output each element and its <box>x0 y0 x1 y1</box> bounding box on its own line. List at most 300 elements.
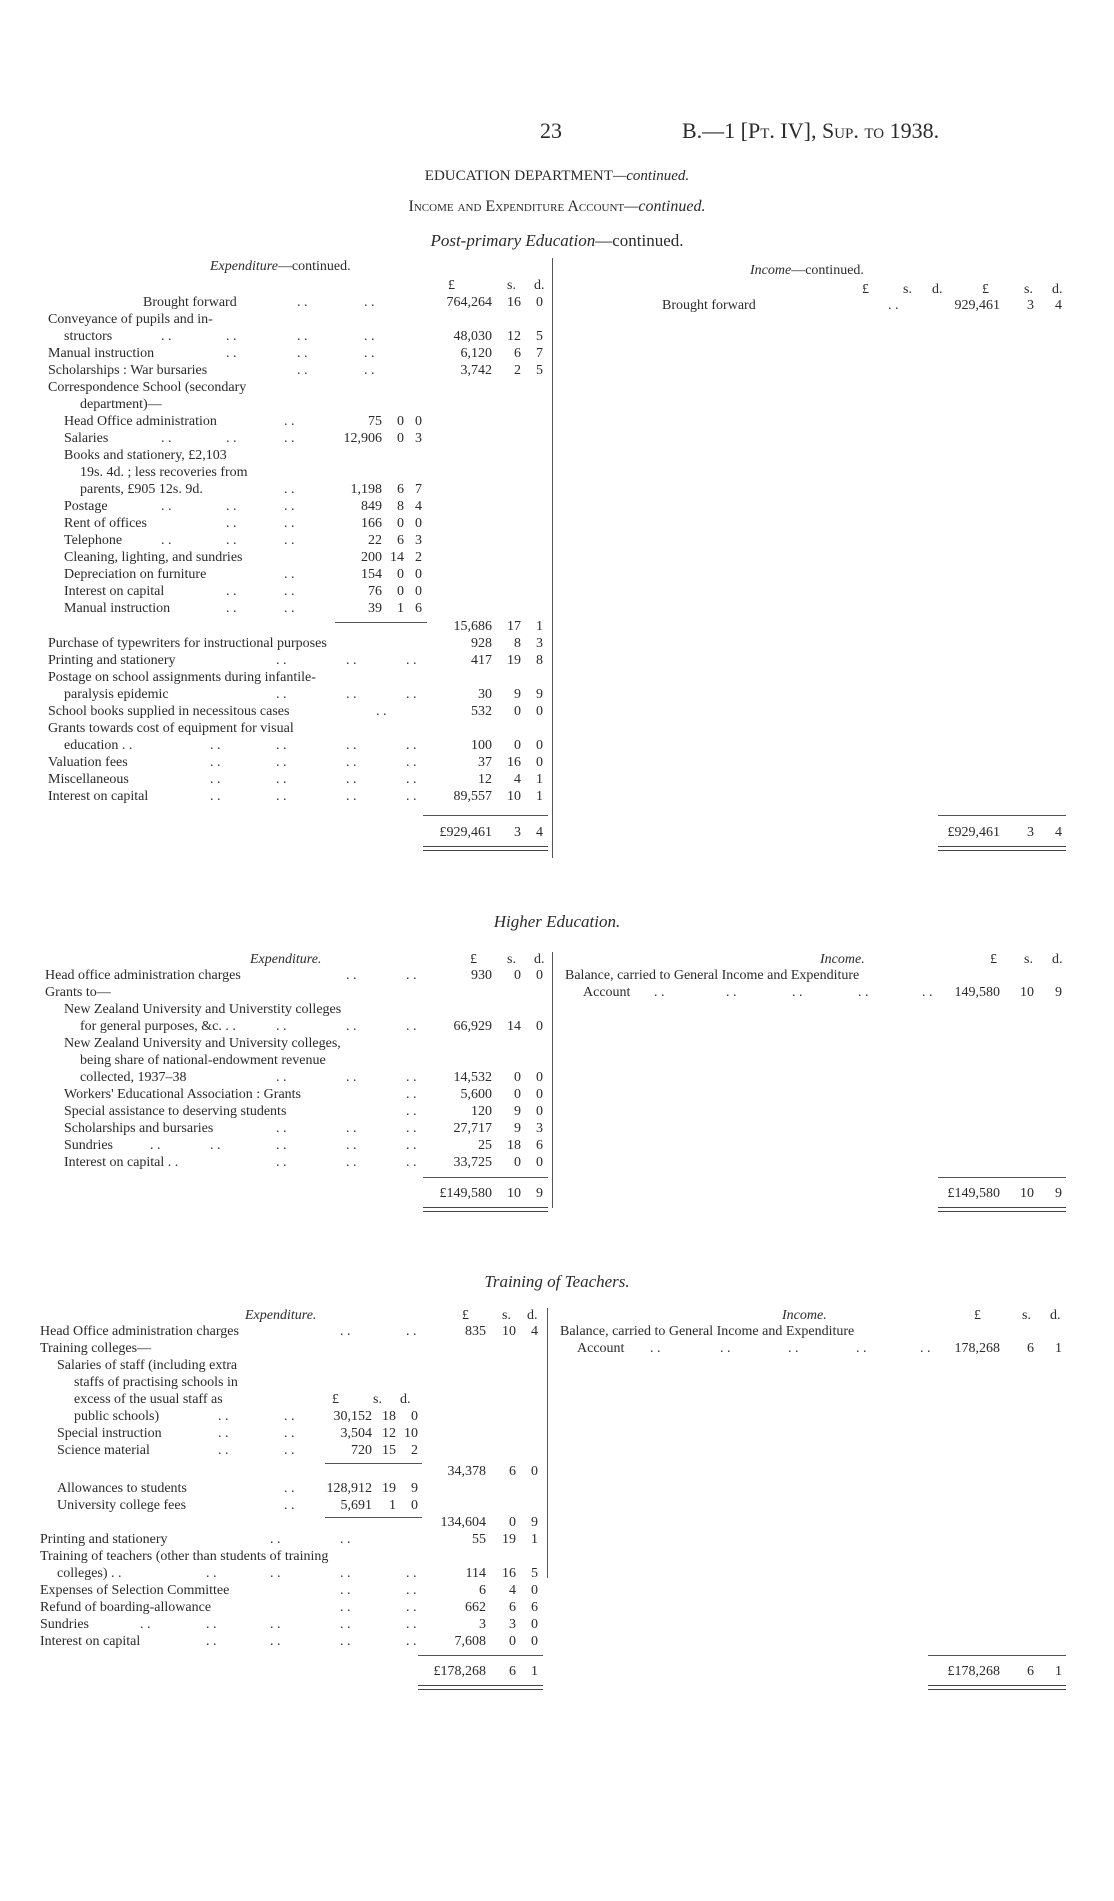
total-double-rule <box>418 1685 543 1690</box>
training-inc-balance: Balance, carried to General Income and Expenditure <box>560 1324 855 1339</box>
higher-scholarships: Scholarships and bursaries <box>64 1121 214 1136</box>
pp-interest-capital: Interest on capital <box>48 789 149 804</box>
amount-pounds: 66,929 <box>453 1019 492 1034</box>
amount-pence: 0 <box>536 738 543 753</box>
amount-shillings: 16 <box>502 1566 516 1581</box>
subtotal-rule <box>325 1517 422 1518</box>
amount-pounds: 15,686 <box>453 619 492 634</box>
total-rule <box>423 815 548 816</box>
amount-pounds: 114 <box>465 1566 486 1581</box>
amount-shillings: 2 <box>514 363 521 378</box>
department-heading <box>0 168 1114 185</box>
leader: . . <box>276 1019 287 1034</box>
pp-inc-total-shillings: 3 <box>1027 825 1034 840</box>
pp-depreciation: Depreciation on furniture <box>64 567 207 582</box>
leader: . . <box>276 789 287 804</box>
higher-inc-total-pounds: £149,580 <box>947 1186 1000 1201</box>
higher-inc-total-shillings: 10 <box>1020 1186 1034 1201</box>
amount-shillings: 15 <box>382 1443 396 1458</box>
amount-pence: 0 <box>531 1617 538 1632</box>
leader: . . <box>340 1617 351 1632</box>
training-sub-col-s: s. <box>373 1392 382 1407</box>
training-divider <box>547 1308 548 1578</box>
amount-shillings: 8 <box>514 636 521 651</box>
amount-pence: 4 <box>1055 298 1062 313</box>
leader: . . <box>346 755 357 770</box>
leader: . . <box>726 985 737 1000</box>
pp-col-pound: £ <box>448 278 455 293</box>
pp-total-shillings: 3 <box>514 825 521 840</box>
leader: . . <box>406 1617 417 1632</box>
amount-shillings: 4 <box>509 1583 516 1598</box>
subtotal-rule <box>325 1463 422 1464</box>
amount-shillings: 1 <box>389 1498 396 1513</box>
leader: . . <box>406 1324 417 1339</box>
leader: . . <box>284 499 295 514</box>
leader: . . <box>276 1155 287 1170</box>
leader: . . <box>406 1634 417 1649</box>
amount-shillings: 0 <box>509 1634 516 1649</box>
higher-nzu-endowment-cont-2: collected, 1937–38 <box>80 1070 187 1085</box>
amount-pence: 5 <box>536 363 543 378</box>
pp-inc-total-pence: 4 <box>1055 825 1062 840</box>
leader: . . <box>654 985 665 1000</box>
amount-shillings: 6 <box>509 1600 516 1615</box>
leader: . . <box>364 363 375 378</box>
amount-pounds: 662 <box>465 1600 486 1615</box>
amount-shillings: 0 <box>397 584 404 599</box>
pp-cleaning: Cleaning, lighting, and sundries <box>64 550 243 565</box>
training-inc-col-d: d. <box>1050 1308 1061 1323</box>
pp-correspondence-school: Correspondence School (secondary <box>48 380 247 395</box>
leader: . . <box>297 346 308 361</box>
inc-total-rule <box>928 1655 1066 1656</box>
leader: . . <box>346 1155 357 1170</box>
amount-pounds: 128,912 <box>326 1481 372 1496</box>
amount-pounds: 34,378 <box>447 1464 486 1479</box>
leader: . . <box>346 1121 357 1136</box>
series-reference: B.—1 [Pt. IV], Sup. to 1938. <box>682 118 940 143</box>
pp-telephone: Telephone <box>64 533 123 548</box>
training-inc-total-pounds: £178,268 <box>947 1664 1000 1679</box>
leader: . . <box>406 1566 417 1581</box>
amount-shillings: 0 <box>514 968 521 983</box>
training-sundries: Sundries <box>40 1617 89 1632</box>
leader: . . <box>161 499 172 514</box>
amount-pence: 5 <box>531 1566 538 1581</box>
amount-pence: 0 <box>415 584 422 599</box>
amount-pounds: 532 <box>471 704 492 719</box>
pp-col-d: d. <box>534 278 545 293</box>
leader: . . <box>922 985 933 1000</box>
training-total-pounds: £178,268 <box>433 1664 486 1679</box>
amount-shillings: 18 <box>382 1409 396 1424</box>
pp-inc-col-d-2: d. <box>1052 282 1063 297</box>
amount-pence: 0 <box>415 567 422 582</box>
amount-shillings: 0 <box>397 516 404 531</box>
leader: . . <box>364 329 375 344</box>
amount-shillings: 9 <box>514 1104 521 1119</box>
amount-pence: 7 <box>536 346 543 361</box>
leader: . . <box>297 363 308 378</box>
leader: . . <box>284 1443 295 1458</box>
amount-pounds: 76 <box>368 584 382 599</box>
higher-inc-balance: Balance, carried to General Income and Expenditure <box>565 968 860 983</box>
amount-pence: 0 <box>531 1464 538 1479</box>
training-total-shillings: 6 <box>509 1664 516 1679</box>
subtotal-rule <box>335 622 427 623</box>
higher-nzu-general: New Zealand University and Universtity colleges <box>64 1002 342 1017</box>
amount-shillings: 3 <box>509 1617 516 1632</box>
amount-shillings: 16 <box>507 755 521 770</box>
amount-shillings: 0 <box>397 431 404 446</box>
amount-pence: 0 <box>411 1409 418 1424</box>
leader: . . <box>340 1566 351 1581</box>
amount-pence: 7 <box>415 482 422 497</box>
amount-shillings: 16 <box>507 295 521 310</box>
amount-pounds: 154 <box>361 567 382 582</box>
amount-shillings: 12 <box>382 1426 396 1441</box>
amount-pounds: 134,604 <box>440 1515 486 1530</box>
training-col-s: s. <box>502 1308 511 1323</box>
training-sub-col-pound: £ <box>332 1392 339 1407</box>
pp-inc-total-pounds: £929,461 <box>947 825 1000 840</box>
amount-shillings: 14 <box>390 550 404 565</box>
pp-inc-brought-forward: Brought forward <box>662 298 756 313</box>
amount-pence: 0 <box>536 755 543 770</box>
amount-pounds: 3,504 <box>340 1426 372 1441</box>
leader: . . <box>226 516 237 531</box>
leader: . . <box>270 1566 281 1581</box>
leader: . . <box>226 584 237 599</box>
leader: . . <box>276 772 287 787</box>
leader: . . <box>140 1617 151 1632</box>
higher-grants-to: Grants to— <box>45 985 111 1000</box>
amount-pounds: 55 <box>472 1532 486 1547</box>
leader: . . <box>920 1341 931 1356</box>
account-continued: —continued. <box>624 198 706 215</box>
amount-pence: 0 <box>536 1087 543 1102</box>
leader: . . <box>218 1443 229 1458</box>
leader: . . <box>406 1138 417 1153</box>
pp-scholarships: Scholarships : War bursaries <box>48 363 208 378</box>
leader: . . <box>284 482 295 497</box>
leader: . . <box>284 567 295 582</box>
leader: . . <box>650 1341 661 1356</box>
amount-pounds: 835 <box>465 1324 486 1339</box>
total-double-rule <box>423 1207 548 1212</box>
amount-pence: 6 <box>415 601 422 616</box>
amount-pounds: 100 <box>471 738 492 753</box>
higher-col-d: d. <box>534 952 545 967</box>
amount-pounds: 14,532 <box>453 1070 492 1085</box>
amount-pounds: 930 <box>471 968 492 983</box>
amount-pounds: 928 <box>471 636 492 651</box>
leader: . . <box>888 298 899 313</box>
pp-conveyance-cont: structors <box>64 329 113 344</box>
leader: . . <box>276 755 287 770</box>
amount-pounds: 12,906 <box>343 431 382 446</box>
leader: . . <box>226 431 237 446</box>
amount-shillings: 10 <box>1020 985 1034 1000</box>
pp-typewriters: Purchase of typewriters for instructional purposes <box>48 636 327 651</box>
training-inc-col-pound: £ <box>974 1308 981 1323</box>
leader: . . <box>792 985 803 1000</box>
pp-grants-visual-cont: education . . <box>64 738 133 753</box>
leader: . . <box>406 968 417 983</box>
amount-pounds: 149,580 <box>954 985 1000 1000</box>
department-name: EDUCATION DEPARTMENT <box>424 168 613 184</box>
higher-divider <box>552 952 553 1208</box>
amount-pence: 0 <box>536 1155 543 1170</box>
amount-pence: 1 <box>536 619 543 634</box>
pp-col-s: s. <box>507 278 516 293</box>
training-special-instruction: Special instruction <box>57 1426 162 1441</box>
training-sub-col-d: d. <box>400 1392 411 1407</box>
amount-pence: 2 <box>415 550 422 565</box>
leader: . . <box>858 985 869 1000</box>
amount-pence: 0 <box>531 1634 538 1649</box>
amount-pounds: 3,742 <box>460 363 492 378</box>
pp-books-cont: 19s. 4d. ; less recoveries from <box>80 465 248 480</box>
leader: . . <box>406 1104 417 1119</box>
leader: . . <box>406 687 417 702</box>
leader: . . <box>340 1532 351 1547</box>
higher-col-s: s. <box>507 952 516 967</box>
amount-pounds: 417 <box>471 653 492 668</box>
amount-shillings: 0 <box>514 1155 521 1170</box>
pp-miscellaneous: Miscellaneous <box>48 772 129 787</box>
total-rule <box>418 1655 543 1656</box>
leader: . . <box>276 738 287 753</box>
amount-pence: 0 <box>536 1019 543 1034</box>
training-inc-total-shillings: 6 <box>1027 1664 1034 1679</box>
amount-shillings: 0 <box>514 1070 521 1085</box>
inc-total-rule <box>938 815 1066 816</box>
amount-pence: 10 <box>404 1426 418 1441</box>
amount-pounds: 39 <box>368 601 382 616</box>
training-selection-committee: Expenses of Selection Committee <box>40 1583 230 1598</box>
training-colleges: Training colleges— <box>40 1341 152 1356</box>
department-continued: —continued. <box>612 168 690 184</box>
amount-shillings: 6 <box>509 1464 516 1479</box>
amount-shillings: 18 <box>507 1138 521 1153</box>
pp-rent: Rent of offices <box>64 516 147 531</box>
amount-shillings: 9 <box>514 1121 521 1136</box>
leader: . . <box>406 1155 417 1170</box>
amount-shillings: 0 <box>514 1087 521 1102</box>
amount-pence: 0 <box>536 295 543 310</box>
training-other-teachers: Training of teachers (other than students of training <box>40 1549 329 1564</box>
account-name: Income and Expenditure Account <box>408 198 625 215</box>
leader: . . <box>150 1138 161 1153</box>
amount-pence: 0 <box>536 704 543 719</box>
pp-postage: Postage <box>64 499 108 514</box>
amount-pence: 4 <box>415 499 422 514</box>
amount-pence: 0 <box>415 516 422 531</box>
amount-shillings: 9 <box>514 687 521 702</box>
leader: . . <box>340 1583 351 1598</box>
amount-shillings: 19 <box>502 1532 516 1547</box>
amount-pounds: 120 <box>471 1104 492 1119</box>
leader: . . <box>270 1617 281 1632</box>
training-total-pence: 1 <box>531 1664 538 1679</box>
leader: . . <box>346 1019 357 1034</box>
inc-total-double-rule <box>938 846 1066 851</box>
training-allowances: Allowances to students <box>57 1481 187 1496</box>
training-col-pound: £ <box>462 1308 469 1323</box>
amount-pence: 2 <box>411 1443 418 1458</box>
amount-pounds: 1,198 <box>350 482 382 497</box>
training-inc-col-s: s. <box>1022 1308 1031 1323</box>
leader: . . <box>210 1138 221 1153</box>
amount-shillings: 12 <box>507 329 521 344</box>
leader: . . <box>284 601 295 616</box>
amount-pence: 3 <box>415 533 422 548</box>
amount-shillings: 0 <box>514 704 521 719</box>
amount-pounds: 200 <box>361 550 382 565</box>
training-salaries-cont-3: public schools) <box>74 1409 160 1424</box>
total-double-rule <box>423 846 548 851</box>
leader: . . <box>276 687 287 702</box>
pp-books: Books and stationery, £2,103 <box>64 448 227 463</box>
amount-shillings: 17 <box>507 619 521 634</box>
amount-shillings: 0 <box>514 738 521 753</box>
amount-shillings: 14 <box>507 1019 521 1034</box>
inc-total-double-rule <box>928 1685 1066 1690</box>
higher-inc-total-pence: 9 <box>1055 1186 1062 1201</box>
leader: . . <box>406 653 417 668</box>
amount-pounds: 12 <box>478 772 492 787</box>
amount-pounds: 33,725 <box>453 1155 492 1170</box>
amount-pence: 1 <box>531 1532 538 1547</box>
leader: . . <box>406 1019 417 1034</box>
leader: . . <box>226 533 237 548</box>
leader: . . <box>856 1341 867 1356</box>
leader: . . <box>226 346 237 361</box>
training-interest-capital: Interest on capital <box>40 1634 141 1649</box>
leader: . . <box>276 1121 287 1136</box>
pp-correspondence-school-cont: department)— <box>80 397 162 412</box>
leader: . . <box>346 687 357 702</box>
leader: . . <box>284 1481 295 1496</box>
higher-nzu-general-cont: for general purposes, &c. . . <box>80 1019 236 1034</box>
amount-shillings: 10 <box>502 1324 516 1339</box>
training-printing: Printing and stationery <box>40 1532 168 1547</box>
amount-pence: 9 <box>536 687 543 702</box>
amount-shillings: 6 <box>397 533 404 548</box>
leader: . . <box>206 1617 217 1632</box>
amount-pounds: 720 <box>351 1443 372 1458</box>
leader: . . <box>406 1121 417 1136</box>
amount-pounds: 5,600 <box>460 1087 492 1102</box>
amount-shillings: 1 <box>397 601 404 616</box>
pp-inc-col-s: s. <box>903 282 912 297</box>
leader: . . <box>406 755 417 770</box>
amount-pence: 6 <box>531 1600 538 1615</box>
training-income-heading: Income. <box>782 1308 827 1323</box>
leader: . . <box>346 653 357 668</box>
leader: . . <box>276 653 287 668</box>
amount-pounds: 849 <box>361 499 382 514</box>
amount-shillings: 3 <box>1027 298 1034 313</box>
training-inc-balance-cont: Account <box>577 1341 625 1356</box>
higher-inc-col-s: s. <box>1024 952 1033 967</box>
leader: . . <box>161 329 172 344</box>
amount-pence: 9 <box>531 1515 538 1530</box>
training-expenditure-heading: Expenditure. <box>245 1308 317 1323</box>
higher-head-office: Head office administration charges <box>45 968 241 983</box>
amount-pounds: 27,717 <box>453 1121 492 1136</box>
pp-printing: Printing and stationery <box>48 653 176 668</box>
pp-grants-visual: Grants towards cost of equipment for visual <box>48 721 294 736</box>
training-university-fees: University college fees <box>57 1498 187 1513</box>
leader: . . <box>284 1409 295 1424</box>
leader: . . <box>346 789 357 804</box>
pp-manual-instruction: Manual instruction <box>48 346 155 361</box>
leader: . . <box>364 295 375 310</box>
leader: . . <box>346 1070 357 1085</box>
leader: . . <box>284 533 295 548</box>
leader: . . <box>284 1426 295 1441</box>
amount-pounds: 178,268 <box>954 1341 1000 1356</box>
higher-inc-col-pound: £ <box>990 952 997 967</box>
pp-total-pence: 4 <box>536 825 543 840</box>
higher-col-pound: £ <box>470 952 477 967</box>
training-title: Training of Teachers. <box>484 1272 630 1291</box>
post-primary-title: Post-primary Education—continued. <box>430 231 684 250</box>
amount-pounds: 22 <box>368 533 382 548</box>
leader: . . <box>346 968 357 983</box>
leader: . . <box>161 431 172 446</box>
inc-total-double-rule <box>938 1207 1066 1212</box>
pp-books-necessitous: School books supplied in necessitous cases <box>48 704 290 719</box>
amount-pounds: 929,461 <box>954 298 1000 313</box>
training-inc-total-pence: 1 <box>1055 1664 1062 1679</box>
amount-pounds: 37 <box>478 755 492 770</box>
higher-special-assistance: Special assistance to deserving students <box>64 1104 287 1119</box>
leader: . . <box>340 1600 351 1615</box>
amount-pence: 9 <box>411 1481 418 1496</box>
amount-shillings: 4 <box>514 772 521 787</box>
post-primary-expenditure-heading: Expenditure—continued. <box>210 259 351 274</box>
pp-total-pounds: £929,461 <box>439 825 492 840</box>
amount-shillings: 6 <box>514 346 521 361</box>
post-primary-income-heading: Income—continued. <box>750 263 864 278</box>
pp-postage-school-cont: paralysis epidemic <box>64 687 169 702</box>
amount-pounds: 89,557 <box>453 789 492 804</box>
pp-inc-col-pound: £ <box>862 282 869 297</box>
leader: . . <box>218 1426 229 1441</box>
leader: . . <box>270 1634 281 1649</box>
amount-pounds: 3 <box>479 1617 486 1632</box>
amount-pence: 1 <box>1055 1341 1062 1356</box>
amount-pence: 4 <box>531 1324 538 1339</box>
higher-sundries: Sundries <box>64 1138 113 1153</box>
amount-pounds: 6 <box>479 1583 486 1598</box>
leader: . . <box>210 755 221 770</box>
leader: . . <box>788 1341 799 1356</box>
amount-pounds: 764,264 <box>446 295 492 310</box>
higher-interest-capital: Interest on capital . . <box>64 1155 179 1170</box>
training-col-d: d. <box>527 1308 538 1323</box>
leader: . . <box>346 738 357 753</box>
amount-pence: 0 <box>415 414 422 429</box>
higher-expenditure-heading: Expenditure. <box>250 952 322 967</box>
amount-pence: 1 <box>536 772 543 787</box>
leader: . . <box>276 1138 287 1153</box>
amount-pence: 6 <box>536 1138 543 1153</box>
